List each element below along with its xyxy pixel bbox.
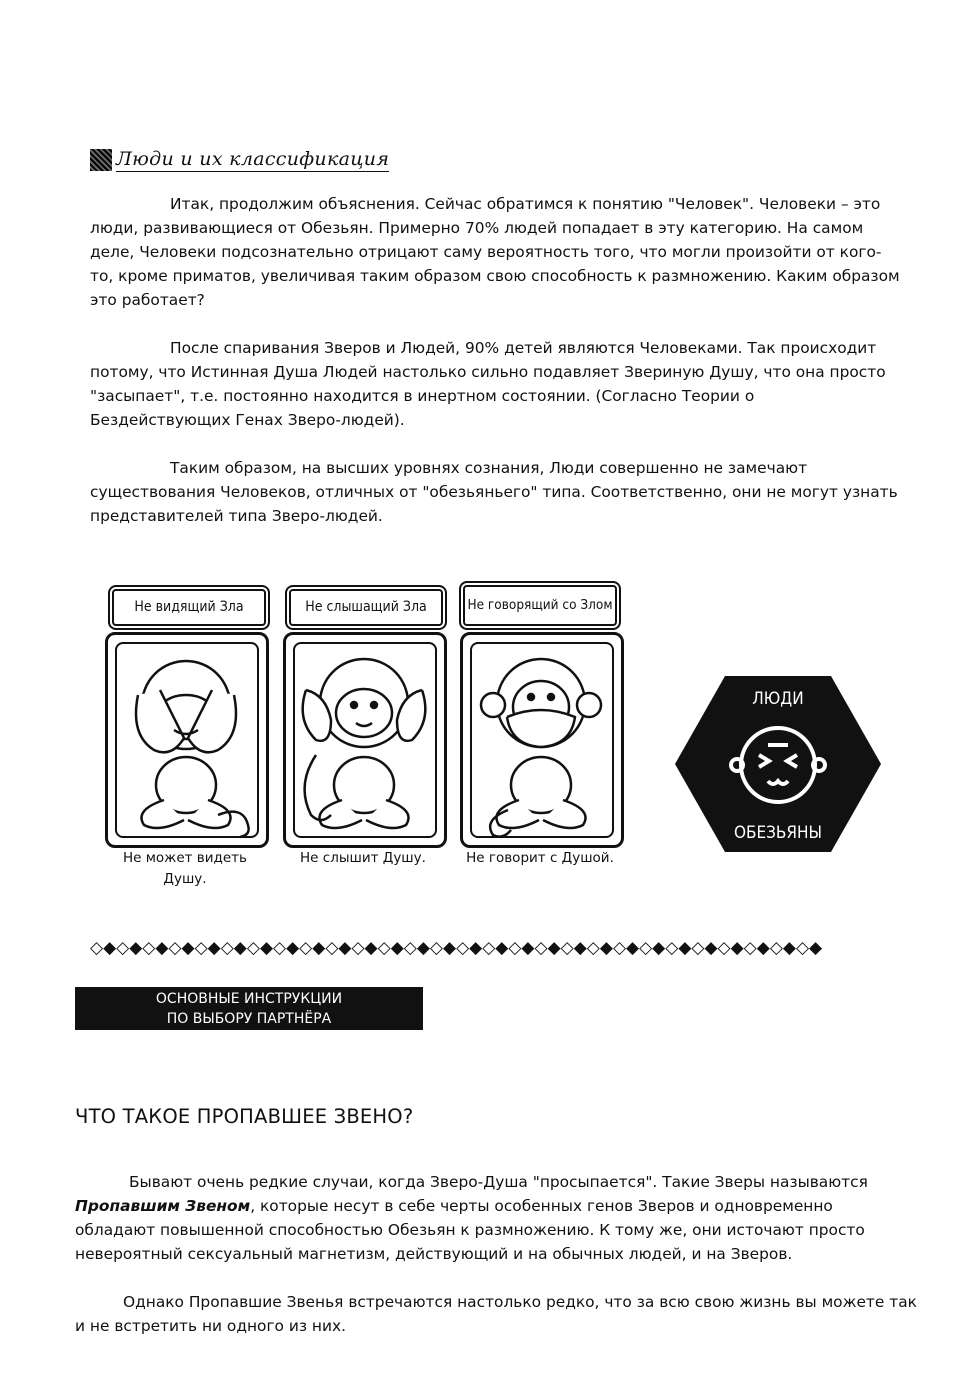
paragraph-2-text: После спаривания Зверов и Людей, 90% детей являются Человеками. Так происходит потому, что Истинная Душа Людей настолько сильно подавляет Звериную Душу, что она просто "засыпает", т.е. постоянно находится в инертном состоянии. (Согласно Теории о Бездействующих Генах Зверо-людей).: [90, 339, 886, 429]
paragraph-3-text: Таким образом, на высших уровнях сознания, Люди совершенно не замечают существования Человеков, отличных от "обезьяньего" типа. Соответственно, они не могут узнать представителей типа Зверо-людей.: [90, 459, 898, 525]
paragraph-3: [90, 456, 900, 528]
monkey-covering-mouth-icon: [463, 635, 621, 845]
paragraph-1-text: Итак, продолжим объяснения. Сейчас обратимся к понятию "Человек". Человеки – это люди, развивающиеся от Обезьян. Примерно 70% людей попадает в эту категорию. На самом деле, Человеки подсознательно отрицают саму вероятность того, что могли произойти от кого-то, кроме приматов, увеличивая таким образом свою способность к размножению. Каким образом это работает?: [90, 195, 900, 309]
section-heading-text: Люди и их классификация: [116, 148, 390, 170]
missing-link-heading: ЧТО ТАКОЕ ПРОПАВШЕЕ ЗВЕНО?: [75, 1105, 414, 1128]
instructions-box: [75, 987, 423, 1030]
monkey-card-see-no-evil: [105, 632, 269, 848]
instructions-line-2: ПО ВЫБОРУ ПАРТНЁРА: [166, 1011, 332, 1027]
missing-link-term: Пропавшим Звеном: [75, 1197, 251, 1215]
monkey-caption-speak: Не говорит с Душой.: [466, 850, 614, 866]
paragraph-5-text: Однако Пропавшие Звенья встречаются настолько редко, что за всю свою жизнь вы можете так и не встретить ни одного из них.: [75, 1293, 917, 1335]
paragraph-4-start: Бывают очень редкие случаи, когда Зверо-Душа "просыпается". Такие Зверы называются: [129, 1173, 868, 1191]
paragraph-4-end: , которые несут в себе черты особенных генов Зверов и одновременно обладают повышенной способностью Обезьян к размножению. К тому же, они источают просто невероятный сексуальный магнетизм, действующий и на обычных людей, и на Зверов.: [75, 1197, 865, 1263]
paragraph-5: [75, 1290, 925, 1338]
monkey-covering-ears-icon: [286, 635, 444, 845]
monkey-label-see-no-evil: Не видящий Зла: [112, 589, 266, 626]
monkey-card-speak-no-evil: [460, 632, 624, 848]
paragraph-4: [75, 1170, 905, 1266]
instructions-line-1: ОСНОВНЫЕ ИНСТРУКЦИИ: [155, 991, 343, 1007]
monkey-label-speak-no-evil: Не говорящий со Злом: [463, 585, 617, 626]
monkey-label-hear-no-evil: Не слышащий Зла: [289, 589, 443, 626]
people-monkeys-badge: [673, 673, 883, 855]
monkey-card-hear-no-evil: [283, 632, 447, 848]
monkey-covering-eyes-icon: [108, 635, 266, 845]
badge-bottom-text: ОБЕЗЬЯНЫ: [733, 823, 823, 843]
heading-square-icon: [90, 149, 112, 171]
paragraph-1: [90, 192, 900, 312]
diamond-divider: ◇◆◇◆◇◆◇◆◇◆◇◆◇◆◇◆◇◆◇◆◇◆◇◆◇◆◇◆◇◆◇◆◇◆◇◆◇◆◇◆◇◆◇◆◇◆◇◆◇◆◇◆◇◆◇◆: [90, 938, 823, 958]
section-heading: [90, 147, 389, 173]
monkey-caption-hear: Не слышит Душу.: [300, 850, 426, 866]
paragraph-2: [90, 336, 890, 432]
badge-top-text: ЛЮДИ: [752, 689, 804, 709]
monkey-caption-see: Не может видеть Душу.: [122, 850, 247, 887]
